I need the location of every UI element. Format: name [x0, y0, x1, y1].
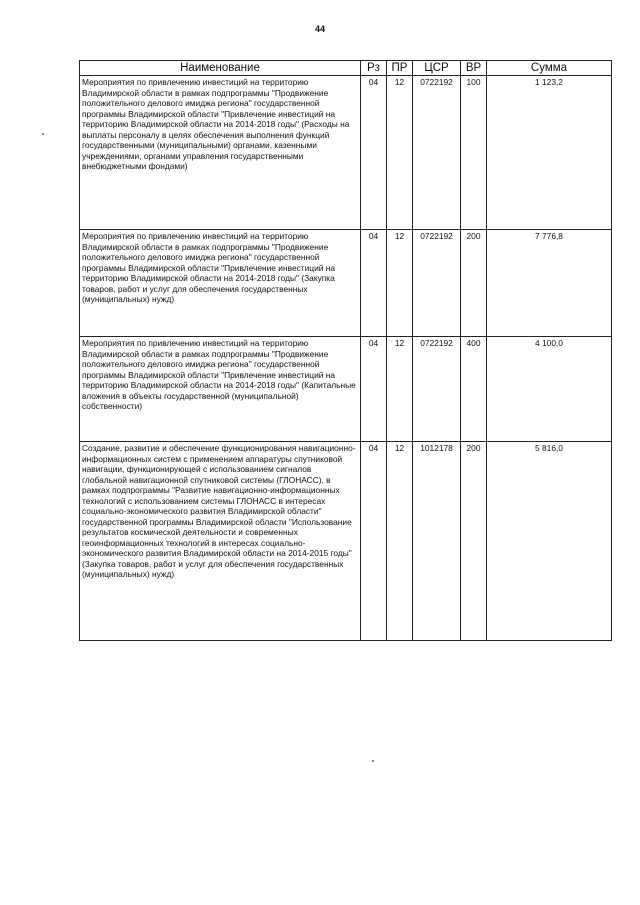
scan-speck	[42, 133, 44, 135]
row-name: Мероприятия по привлечению инвестиций на территорию Владимирской области в рамках подпрограммы "Продвижение положительного делового имиджа региона" государственной программы Владимирской области "Привлечение инвестиций на территорию Владимирской области на 2014-2018 годы" (Расходы на выплаты персоналу в целях обеспечения выполнения функций государственными (муниципальными) органами, казенными учреждениями, органами управления государственными внебюджетными фондами)	[80, 76, 361, 230]
row-vr: 100	[461, 76, 487, 230]
row-pr: 12	[387, 76, 413, 230]
row-vr: 200	[461, 230, 487, 337]
row-name: Создание, развитие и обеспечение функционирования навигационно-информационных систем с применением аппаратуры спутниковой навигации, функционирующей с использованием сигналов глобальной навигационной спутниковой системы (ГЛОНАСС), в рамках подпрограммы "Развитие навигационно-информационных технологий с использованием системы ГЛОНАСС в интересах социально-экономического развития Владимирской области" государственной программы Владимирской области "Использование результатов космической деятельности и современных геоинформационных технологий в интересах социально-экономического развития Владимирской области на 2014-2015 годы" (Закупка товаров, работ и услуг для обеспечения государственных (муниципальных) нужд)	[80, 442, 361, 641]
row-vr: 400	[461, 337, 487, 442]
budget-table	[79, 60, 612, 641]
column-header-rz: Рз	[361, 61, 387, 76]
column-header-pr: ПР	[387, 61, 413, 76]
row-rz: 04	[361, 337, 387, 442]
column-header-csr: ЦСР	[413, 61, 461, 76]
row-csr: 1012178	[413, 442, 461, 641]
row-csr: 0722192	[413, 76, 461, 230]
row-vr: 200	[461, 442, 487, 641]
row-pr: 12	[387, 337, 413, 442]
table-row	[80, 337, 612, 442]
row-rz: 04	[361, 442, 387, 641]
table-row	[80, 442, 612, 641]
table-row	[80, 230, 612, 337]
row-pr: 12	[387, 442, 413, 641]
row-name: Мероприятия по привлечению инвестиций на территорию Владимирской области в рамках подпрограммы "Продвижение положительного делового имиджа региона" государственной программы Владимирской области "Привлечение инвестиций на территорию Владимирской области на 2014-2018 годы" (Закупка товаров, работ и услуг для обеспечения государственных (муниципальных) нужд)	[80, 230, 361, 337]
scan-speck	[372, 760, 374, 762]
table-header-row	[80, 61, 612, 76]
row-name: Мероприятия по привлечению инвестиций на территорию Владимирской области в рамках подпрограммы "Продвижение положительного делового имиджа региона" государственной программы Владимирской области "Привлечение инвестиций на территорию Владимирской области на 2014-2018 годы" (Капитальные вложения в объекты государственной (муниципальной) собственности)	[80, 337, 361, 442]
page-number: 44	[314, 24, 325, 34]
row-rz: 04	[361, 76, 387, 230]
row-csr: 0722192	[413, 230, 461, 337]
table-row	[80, 76, 612, 230]
column-header-vr: ВР	[461, 61, 487, 76]
row-sum: 7 776,8	[487, 230, 612, 337]
row-csr: 0722192	[413, 337, 461, 442]
row-pr: 12	[387, 230, 413, 337]
row-rz: 04	[361, 230, 387, 337]
row-sum: 5 816,0	[487, 442, 612, 641]
row-sum: 4 100,0	[487, 337, 612, 442]
column-header-name: Наименование	[80, 61, 361, 76]
column-header-sum: Сумма	[487, 61, 612, 76]
row-sum: 1 123,2	[487, 76, 612, 230]
